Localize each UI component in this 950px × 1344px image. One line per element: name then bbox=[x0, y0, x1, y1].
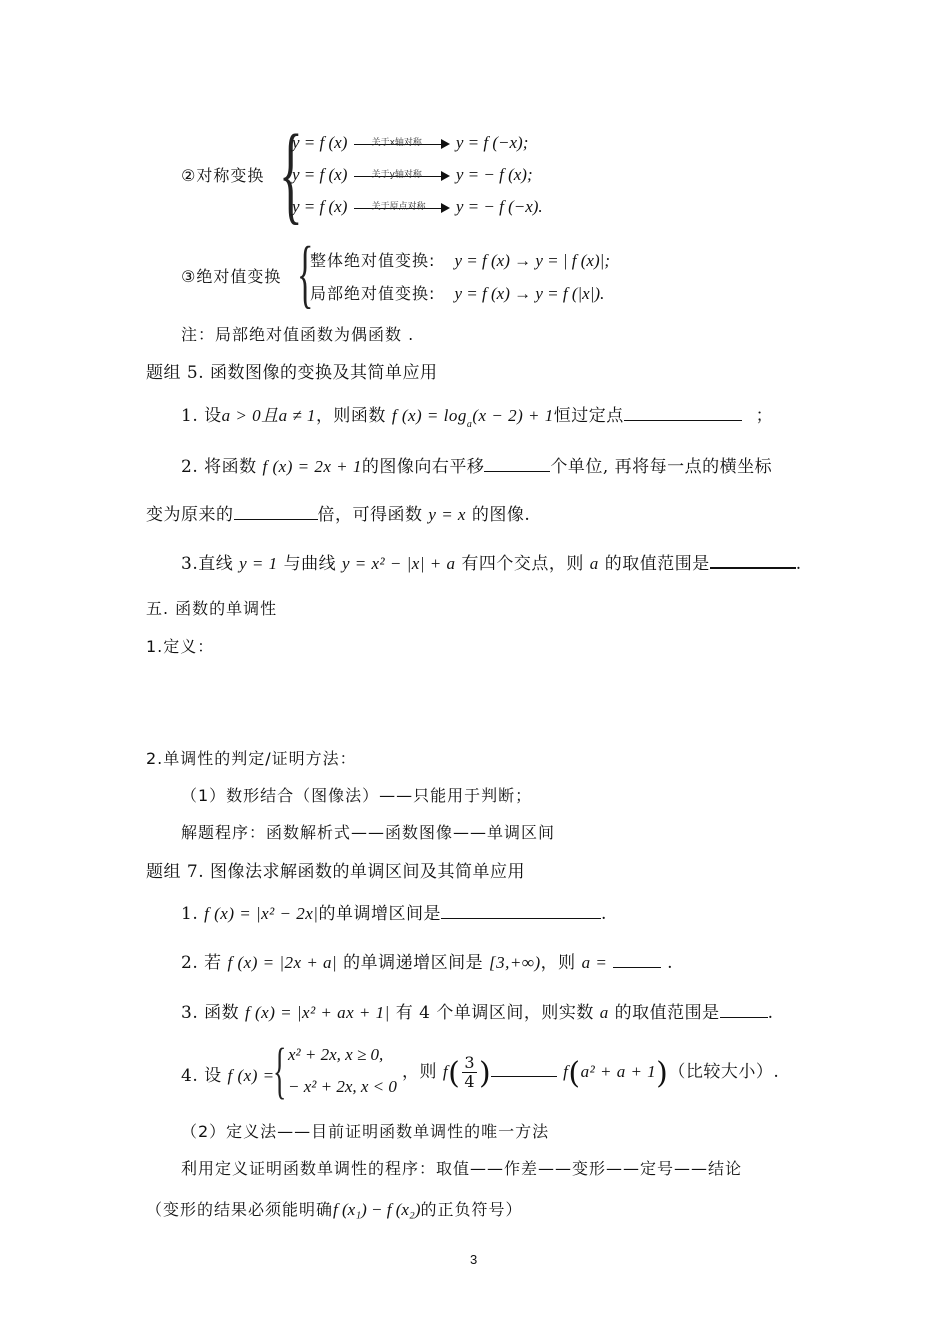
absolute-note: 注：局部绝对值函数为偶函数 . bbox=[181, 325, 415, 344]
group7-q4-post: ，则 f( $\frac{3}{4}$ ) f(a² + a + 1)（比较大小）. bbox=[402, 1053, 780, 1091]
absolute-row-1: 整体绝对值变换: y = f (x) → y = | f (x)|; bbox=[310, 251, 610, 270]
answer-blank[interactable] bbox=[441, 904, 601, 919]
method2-note: （变形的结果必须能明确f (x₁) − f (x₂)的正负符号） bbox=[146, 1200, 523, 1219]
procedure: 解题程序：函数解析式——函数图像——单调区间 bbox=[181, 823, 556, 842]
arrow-label: 关于y轴对称 bbox=[371, 170, 422, 181]
group7-q2: 2. 若 f (x) = |2x + a| 的单调递增区间是 [3,+∞)，则 a = . bbox=[181, 953, 674, 973]
absolute-row-2: 局部绝对值变换: y = f (x) → y = f (|x|). bbox=[310, 284, 605, 303]
group5-q2-line2: 变为原来的 倍，可得函数 y = x 的图像. bbox=[146, 505, 531, 525]
group7-q1: 1. f (x) = |x² − 2x|的单调增区间是 . bbox=[181, 904, 607, 924]
symmetry-brace: { bbox=[279, 112, 303, 234]
group5-q3: 3.直线 y = 1 与曲线 y = x² − |x| + a 有四个交点，则 a 的取值范围是 . bbox=[181, 554, 802, 574]
group5-q2: 2. 将函数 f (x) = 2x + 1的图像向右平移 个单位, 再将每一点的横坐标 bbox=[181, 457, 773, 477]
absolute-label: ③绝对值变换 bbox=[181, 267, 282, 286]
group5-q1: 1. 设a > 0且a ≠ 1，则函数 f $(x) = \log_a(x - 2) + 1$恒过定点 ； bbox=[181, 406, 774, 430]
method2-steps: 利用定义证明函数单调性的程序：取值——作差——变形——定号——结论 bbox=[181, 1159, 743, 1178]
answer-blank[interactable] bbox=[491, 1062, 557, 1077]
fraction-denominator: 4 bbox=[464, 1072, 476, 1091]
piecewise-brace: { bbox=[273, 1037, 287, 1105]
symmetry-row-3: y = f (x) 关于原点对称 y = − f (−x). bbox=[292, 197, 543, 216]
group7-q3: 3. 函数 f (x) = |x² + ax + 1| 有 4 个单调区间，则实数 a 的取值范围是 . bbox=[181, 1003, 774, 1023]
answer-blank[interactable] bbox=[710, 553, 796, 569]
answer-blank[interactable] bbox=[720, 1003, 768, 1018]
group7-q4-pre: 4. 设 f (x) = bbox=[181, 1066, 275, 1086]
arrow-label: 关于原点对称 bbox=[371, 202, 426, 213]
definition-label: 1.定义： bbox=[146, 637, 215, 656]
method1: （1）数形结合（图像法）——只能用于判断； bbox=[181, 786, 533, 805]
answer-blank[interactable] bbox=[613, 953, 661, 968]
symmetry-row-1: y = f (x) 关于x轴对称 y = f (−x); bbox=[292, 133, 529, 152]
fraction-numerator: 3 bbox=[464, 1053, 476, 1072]
answer-blank[interactable] bbox=[484, 457, 550, 472]
group5-title: 题组 5. 函数图像的变换及其简单应用 bbox=[146, 363, 438, 383]
answer-blank[interactable] bbox=[234, 505, 318, 520]
group7-title: 题组 7. 图像法求解函数的单调区间及其简单应用 bbox=[146, 862, 526, 882]
page-number: 3 bbox=[470, 1252, 478, 1267]
piecewise-case-2: − x² + 2x, x < 0 bbox=[288, 1077, 397, 1096]
symmetry-label: ②对称变换 bbox=[181, 166, 265, 185]
method2-title: （2）定义法——目前证明函数单调性的唯一方法 bbox=[181, 1122, 550, 1141]
symmetry-row-2: y = f (x) 关于y轴对称 y = − f (x); bbox=[292, 165, 533, 184]
section5-title: 五. 函数的单调性 bbox=[146, 599, 278, 618]
arrow-label: 关于x轴对称 bbox=[371, 138, 422, 149]
piecewise-case-1: x² + 2x, x ≥ 0, bbox=[288, 1045, 384, 1064]
answer-blank[interactable] bbox=[624, 406, 742, 421]
methods-label: 2.单调性的判定/证明方法： bbox=[146, 749, 357, 768]
absolute-brace: { bbox=[297, 232, 314, 316]
